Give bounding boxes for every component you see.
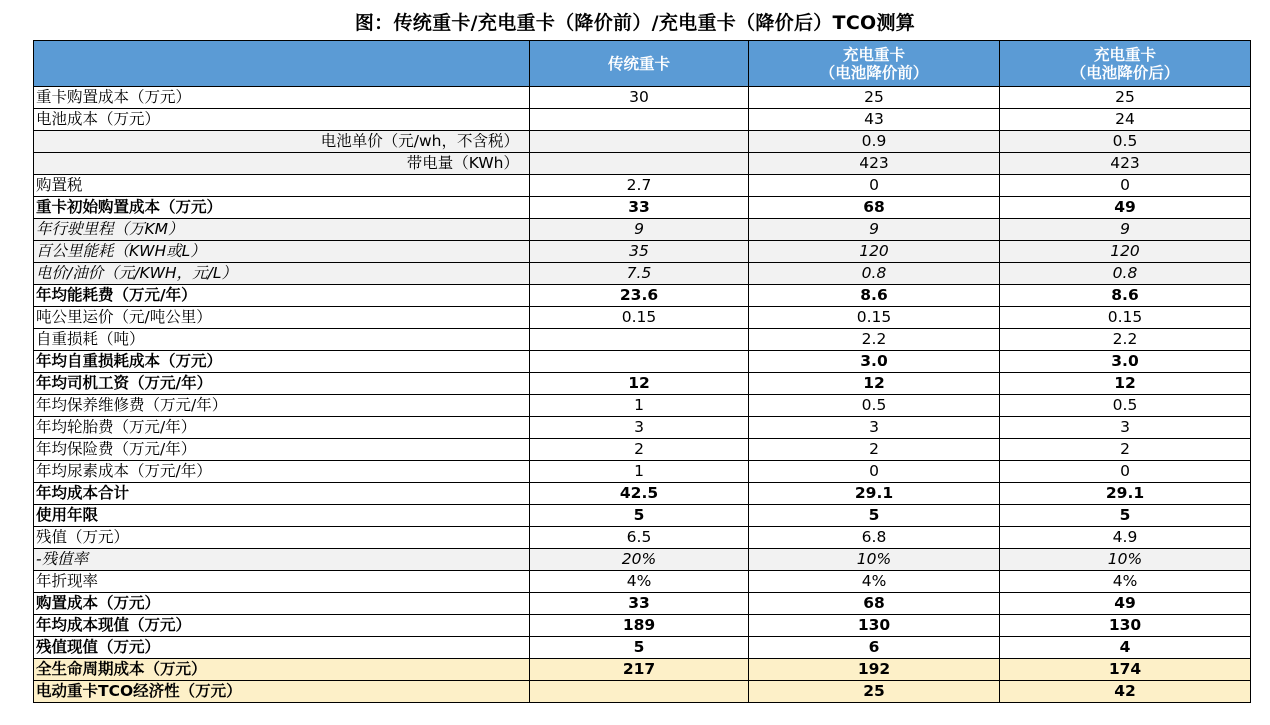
table-row [34, 87, 1251, 109]
electric-after-value: 120 [1000, 241, 1251, 263]
row-label: 年均成本现值（万元） [34, 615, 530, 637]
row-label: 年均轮胎费（万元/年） [34, 417, 530, 439]
table-row [34, 483, 1251, 505]
table-row [34, 373, 1251, 395]
traditional-value: 2.7 [530, 175, 749, 197]
traditional-value [530, 329, 749, 351]
traditional-value: 217 [530, 659, 749, 681]
row-label: 百公里能耗（KWH或L） [34, 241, 530, 263]
table-row [34, 197, 1251, 219]
electric-before-value: 423 [749, 153, 1000, 175]
row-label: 重卡初始购置成本（万元） [34, 197, 530, 219]
electric-after-value: 4% [1000, 571, 1251, 593]
traditional-value: 9 [530, 219, 749, 241]
table-row [34, 307, 1251, 329]
table-row [34, 153, 1251, 175]
row-label: 年均保养维修费（万元/年） [34, 395, 530, 417]
electric-after-value: 10% [1000, 549, 1251, 571]
traditional-value: 20% [530, 549, 749, 571]
table-row [34, 571, 1251, 593]
header-electric-truck-before: 充电重卡 （电池降价前） [749, 41, 1000, 87]
row-label: 年行驶里程（万KM） [34, 219, 530, 241]
page-title: 图：传统重卡/充电重卡（降价前）/充电重卡（降价后）TCO测算 [354, 12, 916, 34]
traditional-value: 1 [530, 461, 749, 483]
electric-before-value: 0.5 [749, 395, 1000, 417]
table-row [34, 681, 1251, 703]
electric-before-value: 5 [749, 505, 1000, 527]
row-label: 购置税 [34, 175, 530, 197]
electric-before-value: 25 [749, 681, 1000, 703]
electric-after-value: 3.0 [1000, 351, 1251, 373]
electric-before-value: 192 [749, 659, 1000, 681]
row-label: 年折现率 [34, 571, 530, 593]
traditional-value: 23.6 [530, 285, 749, 307]
traditional-value: 12 [530, 373, 749, 395]
electric-before-value: 29.1 [749, 483, 1000, 505]
traditional-value [530, 131, 749, 153]
traditional-value [530, 109, 749, 131]
traditional-value [530, 153, 749, 175]
traditional-value: 2 [530, 439, 749, 461]
traditional-value: 4% [530, 571, 749, 593]
electric-before-value: 8.6 [749, 285, 1000, 307]
table-row [34, 241, 1251, 263]
row-label: 年均成本合计 [34, 483, 530, 505]
electric-after-value: 2 [1000, 439, 1251, 461]
row-label: 带电量（KWh） [34, 153, 530, 175]
electric-before-value: 3.0 [749, 351, 1000, 373]
electric-after-value: 0.5 [1000, 131, 1251, 153]
traditional-value [530, 351, 749, 373]
electric-after-value: 49 [1000, 593, 1251, 615]
table-row [34, 637, 1251, 659]
electric-after-value: 5 [1000, 505, 1251, 527]
row-label: 自重损耗（吨） [34, 329, 530, 351]
electric-before-value: 6 [749, 637, 1000, 659]
row-label: 残值（万元） [34, 527, 530, 549]
row-label: 电池成本（万元） [34, 109, 530, 131]
traditional-value: 189 [530, 615, 749, 637]
row-label: 全生命周期成本（万元） [34, 659, 530, 681]
electric-after-value: 174 [1000, 659, 1251, 681]
table-row [34, 175, 1251, 197]
table-row [34, 505, 1251, 527]
table-row [34, 659, 1251, 681]
row-label: 年均能耗费（万元/年） [34, 285, 530, 307]
table-row [34, 219, 1251, 241]
electric-before-value: 2 [749, 439, 1000, 461]
traditional-value [530, 681, 749, 703]
table-row [34, 549, 1251, 571]
row-label: 重卡购置成本（万元） [34, 87, 530, 109]
electric-after-value: 42 [1000, 681, 1251, 703]
electric-before-value: 12 [749, 373, 1000, 395]
row-label: 年均尿素成本（万元/年） [34, 461, 530, 483]
row-label: 残值现值（万元） [34, 637, 530, 659]
electric-after-value: 423 [1000, 153, 1251, 175]
electric-before-value: 0 [749, 175, 1000, 197]
table-row [34, 527, 1251, 549]
row-label: 电池单价（元/wh，不含税） [34, 131, 530, 153]
header-electric-truck-after: 充电重卡 （电池降价后） [1000, 41, 1251, 87]
table-row [34, 109, 1251, 131]
electric-before-value: 0.9 [749, 131, 1000, 153]
electric-after-value: 24 [1000, 109, 1251, 131]
electric-before-value: 10% [749, 549, 1000, 571]
electric-after-value: 0.15 [1000, 307, 1251, 329]
table-body [34, 87, 1251, 703]
table-row [34, 285, 1251, 307]
electric-before-value: 68 [749, 593, 1000, 615]
electric-after-value: 9 [1000, 219, 1251, 241]
traditional-value: 0.15 [530, 307, 749, 329]
traditional-value: 42.5 [530, 483, 749, 505]
table-header-row [34, 41, 1251, 87]
table-row [34, 417, 1251, 439]
table-row [34, 395, 1251, 417]
electric-after-value: 49 [1000, 197, 1251, 219]
electric-after-value: 0 [1000, 175, 1251, 197]
electric-after-value: 3 [1000, 417, 1251, 439]
row-label: -残值率 [34, 549, 530, 571]
traditional-value: 35 [530, 241, 749, 263]
row-label: 年均保险费（万元/年） [34, 439, 530, 461]
header-item-column [34, 41, 530, 87]
table-row [34, 131, 1251, 153]
electric-after-value: 4.9 [1000, 527, 1251, 549]
electric-after-value: 29.1 [1000, 483, 1251, 505]
table-row [34, 593, 1251, 615]
electric-after-value: 0 [1000, 461, 1251, 483]
table-row [34, 461, 1251, 483]
electric-before-value: 4% [749, 571, 1000, 593]
row-label: 电价/油价（元/KWH，元/L） [34, 263, 530, 285]
traditional-value: 7.5 [530, 263, 749, 285]
row-label: 年均自重损耗成本（万元） [34, 351, 530, 373]
table-row [34, 439, 1251, 461]
traditional-value: 30 [530, 87, 749, 109]
electric-before-value: 6.8 [749, 527, 1000, 549]
electric-before-value: 25 [749, 87, 1000, 109]
table-row [34, 615, 1251, 637]
tco-table [33, 40, 1251, 703]
traditional-value: 1 [530, 395, 749, 417]
electric-after-value: 4 [1000, 637, 1251, 659]
electric-after-value: 8.6 [1000, 285, 1251, 307]
electric-before-value: 3 [749, 417, 1000, 439]
electric-before-value: 9 [749, 219, 1000, 241]
row-label: 购置成本（万元） [34, 593, 530, 615]
electric-after-value: 130 [1000, 615, 1251, 637]
table-row [34, 263, 1251, 285]
electric-before-value: 43 [749, 109, 1000, 131]
table-row [34, 351, 1251, 373]
row-label: 电动重卡TCO经济性（万元） [34, 681, 530, 703]
electric-before-value: 0.8 [749, 263, 1000, 285]
electric-after-value: 25 [1000, 87, 1251, 109]
table-row [34, 329, 1251, 351]
row-label: 使用年限 [34, 505, 530, 527]
electric-after-value: 12 [1000, 373, 1251, 395]
traditional-value: 5 [530, 637, 749, 659]
traditional-value: 6.5 [530, 527, 749, 549]
traditional-value: 3 [530, 417, 749, 439]
electric-after-value: 0.8 [1000, 263, 1251, 285]
electric-after-value: 2.2 [1000, 329, 1251, 351]
electric-before-value: 68 [749, 197, 1000, 219]
header-traditional-truck: 传统重卡 [530, 41, 749, 87]
row-label: 吨公里运价（元/吨公里） [34, 307, 530, 329]
electric-before-value: 2.2 [749, 329, 1000, 351]
traditional-value: 33 [530, 593, 749, 615]
traditional-value: 5 [530, 505, 749, 527]
electric-after-value: 0.5 [1000, 395, 1251, 417]
row-label: 年均司机工资（万元/年） [34, 373, 530, 395]
electric-before-value: 0.15 [749, 307, 1000, 329]
electric-before-value: 0 [749, 461, 1000, 483]
traditional-value: 33 [530, 197, 749, 219]
electric-before-value: 130 [749, 615, 1000, 637]
electric-before-value: 120 [749, 241, 1000, 263]
